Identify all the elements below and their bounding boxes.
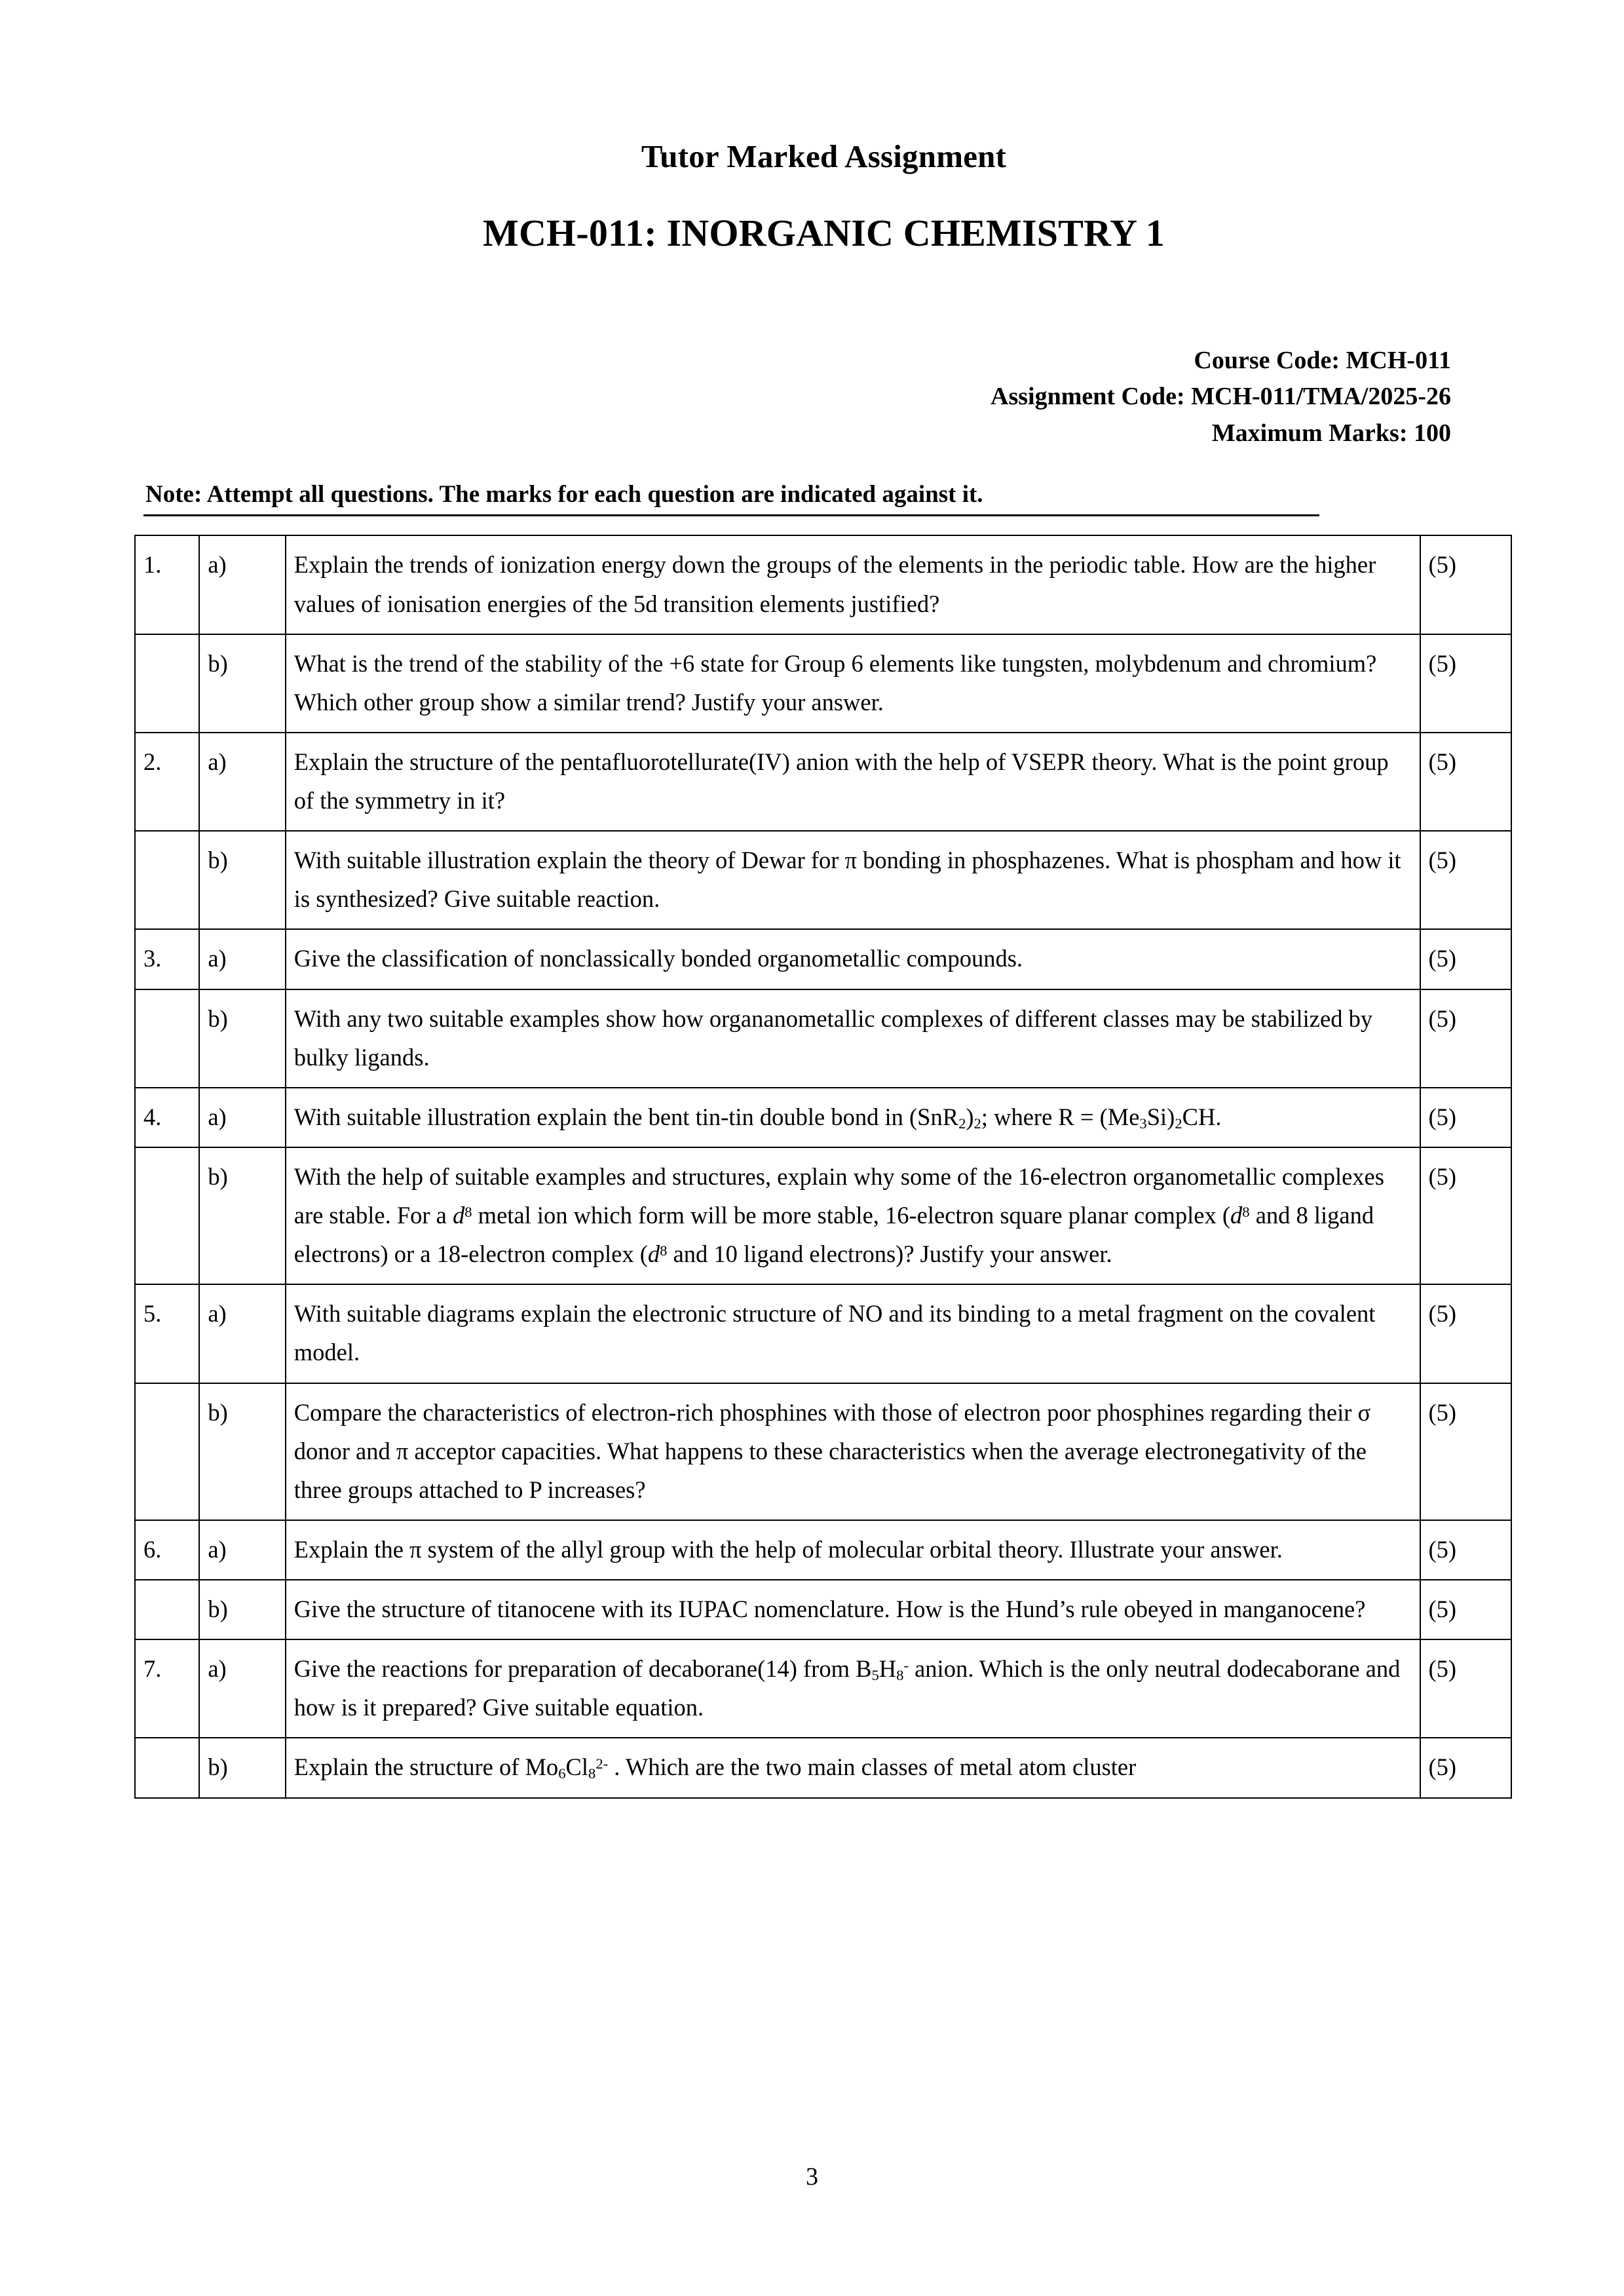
question-text: [286, 535, 1420, 634]
table-row: [135, 989, 1511, 1088]
question-number: 5.: [135, 1284, 199, 1383]
question-number: 2.: [135, 733, 199, 831]
question-text: [286, 929, 1420, 989]
question-text: [286, 1383, 1420, 1520]
question-number: 1.: [135, 535, 199, 634]
question-marks: (5): [1420, 831, 1511, 929]
question-text: [286, 1147, 1420, 1284]
question-text-content: With the help of suitable examples and structures, explain why some of the 16-electron organometallic complexes are stable. For a $d^8$ metal ion which form will be more stable, 16-electron square planar complex ($d^8$ and 8 ligand electrons) or a 18-electron complex ($d^8$ and 10 ligand electrons)? Justify your answer.: [293, 1162, 1384, 1268]
question-marks: (5): [1420, 1520, 1511, 1580]
question-marks: (5): [1420, 634, 1511, 733]
question-text-content: With any two suitable examples show how organanometallic complexes of different classes may be stabilized by bulky ligands.: [293, 1004, 1373, 1071]
question-marks: (5): [1420, 929, 1511, 989]
question-marks: (5): [1420, 535, 1511, 634]
question-sub-label: a): [199, 1284, 285, 1383]
question-text: [286, 1520, 1420, 1580]
page-number: 3: [806, 2163, 818, 2191]
question-sub-label: b): [199, 1738, 285, 1797]
question-text-content: Compare the characteristics of electron-rich phosphines with those of electron poor phosphines regarding their σ donor and π acceptor capacities. What happens to these characteristics when the average electronegativity of the three groups attached to P increases?: [293, 1398, 1371, 1503]
table-row: [135, 1284, 1511, 1383]
question-number: [135, 1383, 199, 1520]
question-number: 7.: [135, 1639, 199, 1738]
question-sub-label: a): [199, 1520, 285, 1580]
question-text-content: Explain the trends of ionization energy down the groups of the elements in the periodic table. How are the higher values of ionisation energies of the 5d transition elements justified?: [293, 551, 1376, 617]
question-text: [286, 1088, 1420, 1147]
table-row: [135, 929, 1511, 989]
question-sub-label: a): [199, 733, 285, 831]
question-sub-label: b): [199, 1580, 285, 1639]
question-text: [286, 634, 1420, 733]
question-number: 4.: [135, 1088, 199, 1147]
question-sub-label: b): [199, 1383, 285, 1520]
question-marks: (5): [1420, 1088, 1511, 1147]
course-code: Course Code: MCH-011: [1194, 347, 1451, 374]
question-text-content: Give the classification of nonclassically bonded organometallic compounds.: [293, 945, 1023, 972]
question-marks: (5): [1420, 989, 1511, 1088]
question-number: [135, 831, 199, 929]
questions-table: [134, 535, 1512, 1798]
question-number: [135, 1147, 199, 1284]
question-text-content: With suitable illustration explain the bent tin-tin double bond in $(SnR_2)_2$; where $R = (Me_3Si)_2CH$.: [293, 1103, 1222, 1132]
question-text-content: Give the structure of titanocene with its IUPAC nomenclature. How is the Hund’s rule obeyed in manganocene?: [293, 1596, 1366, 1623]
table-row: [135, 1580, 1511, 1639]
assignment-code: Assignment Code: MCH-011/TMA/2025-26: [991, 383, 1451, 411]
table-row: [135, 1520, 1511, 1580]
table-row: [135, 535, 1511, 634]
question-number: [135, 634, 199, 733]
question-number: 3.: [135, 929, 199, 989]
question-sub-label: a): [199, 535, 285, 634]
question-sub-label: a): [199, 929, 285, 989]
question-marks: (5): [1420, 1738, 1511, 1797]
course-title: MCH-011: INORGANIC CHEMISTRY 1: [483, 212, 1165, 254]
question-marks: (5): [1420, 1284, 1511, 1383]
question-marks: (5): [1420, 733, 1511, 831]
question-text: [286, 1284, 1420, 1383]
table-row: [135, 1383, 1511, 1520]
questions-body: [135, 535, 1511, 1797]
question-sub-label: a): [199, 1639, 285, 1738]
note-text: Note: Attempt all questions. The marks for each question are indicated against it.: [145, 481, 983, 508]
question-marks: (5): [1420, 1580, 1511, 1639]
question-text: [286, 1580, 1420, 1639]
note-section: [134, 480, 1513, 516]
question-number: [135, 1580, 199, 1639]
table-row: [135, 634, 1511, 733]
table-row: [135, 1639, 1511, 1738]
question-sub-label: b): [199, 989, 285, 1088]
table-row: [135, 831, 1511, 929]
question-number: [135, 1738, 199, 1797]
page-content: [134, 0, 1513, 1799]
question-marks: (5): [1420, 1383, 1511, 1520]
note-divider: [143, 514, 1319, 516]
question-number: [135, 989, 199, 1088]
course-meta-block: [134, 343, 1513, 451]
question-text-content: Explain the structure of the pentafluorotellurate(IV) anion with the help of VSEPR theory. What is the point group of the symmetry in it?: [293, 748, 1389, 814]
question-number: 6.: [135, 1520, 199, 1580]
question-text: [286, 1738, 1420, 1797]
question-sub-label: a): [199, 1088, 285, 1147]
question-sub-label: b): [199, 831, 285, 929]
question-text-content: Explain the structure of $Mo_6Cl_8^{2-}$ . Which are the two main classes of metal atom cluster: [293, 1753, 1137, 1782]
table-row: [135, 1738, 1511, 1797]
question-text: [286, 989, 1420, 1088]
question-text-content: With suitable diagrams explain the electronic structure of NO and its binding to a metal fragment on the covalent model.: [293, 1300, 1376, 1366]
question-sub-label: b): [199, 1147, 285, 1284]
question-text-content: With suitable illustration explain the theory of Dewar for π bonding in phosphazenes. What is phospham and how it is synthesized? Give suitable reaction.: [293, 847, 1401, 913]
table-row: [135, 733, 1511, 831]
table-row: [135, 1088, 1511, 1147]
question-sub-label: b): [199, 634, 285, 733]
question-marks: (5): [1420, 1147, 1511, 1284]
question-text: [286, 831, 1420, 929]
table-row: [135, 1147, 1511, 1284]
question-text-content: Give the reactions for preparation of decaborane(14) from $B_5H_8^-$ anion. Which is the only neutral dodecaborane and how is it prepared? Give suitable equation.: [293, 1655, 1401, 1721]
page-title: Tutor Marked Assignment: [641, 138, 1007, 174]
question-text-content: What is the trend of the stability of the +6 state for Group 6 elements like tungsten, molybdenum and chromium? Which other group show a similar trend? Justify your answer.: [293, 649, 1377, 716]
question-marks: (5): [1420, 1639, 1511, 1738]
question-text: [286, 1639, 1420, 1738]
question-text: [286, 733, 1420, 831]
maximum-marks: Maximum Marks: 100: [1211, 419, 1451, 447]
question-text-content: Explain the π system of the allyl group with the help of molecular orbital theory. Illustrate your answer.: [293, 1535, 1283, 1563]
